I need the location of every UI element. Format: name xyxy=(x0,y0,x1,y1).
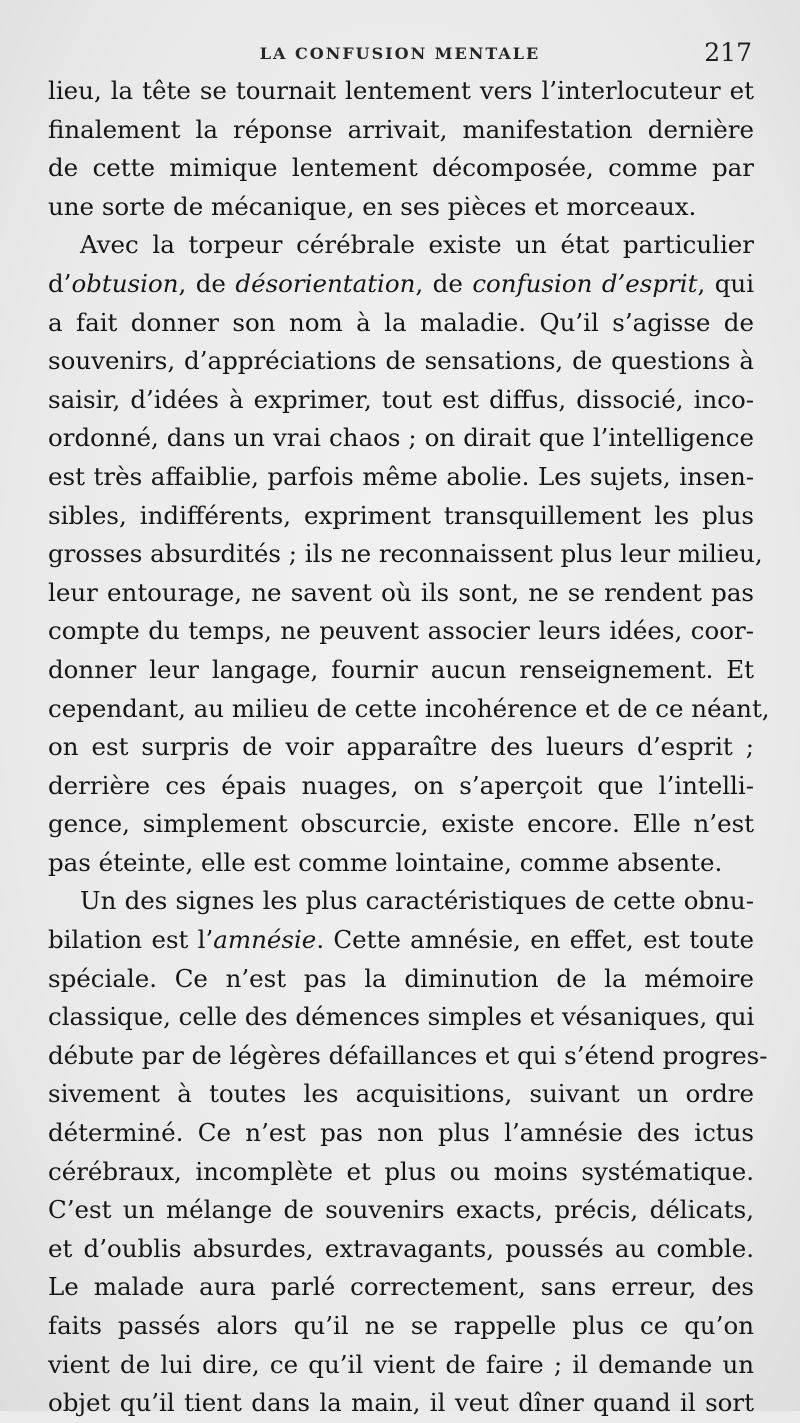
text-line: débute par de légères défaillances et qui s’étend progres- xyxy=(48,1040,768,1070)
text-line: Le malade aura parlé correctement, sans erreur, des xyxy=(48,1272,754,1302)
text-line: lieu, la tête se tournait lentement vers l’interlocuteur et xyxy=(48,76,754,105)
text-line: Un des signes les plus caractéristiques de cette obnu- xyxy=(80,886,754,916)
text-line: cérébraux, incomplète et plus ou moins systématique. xyxy=(48,1156,754,1186)
text-line: C’est un mélange de souvenirs exacts, précis, délicats, xyxy=(48,1195,754,1225)
text-segment: , de xyxy=(178,268,236,298)
text-line xyxy=(48,921,754,960)
text-line: leur entourage, ne savent où ils sont, ne se rendent pas xyxy=(48,577,754,607)
text-line: finalement la réponse arrivait, manifestation dernière xyxy=(48,114,754,144)
text-line: cependant, au milieu de cette incohérence et de ce néant, xyxy=(48,693,770,723)
text-line: sibles, indifférents, expriment transquillement les plus xyxy=(48,500,754,530)
text-line: et d’oublis absurdes, extravagants, poussés au comble. xyxy=(48,1233,754,1263)
text-line: déterminé. Ce n’est pas non plus l’amnésie des ictus xyxy=(48,1118,754,1148)
text-line: gence, simplement obscurcie, existe encore. Elle n’est xyxy=(48,809,754,839)
running-title: LA CONFUSION MENTALE xyxy=(259,44,541,63)
text-line: sivement à toutes les acquisitions, suivant un ordre xyxy=(48,1079,754,1109)
text-line xyxy=(48,265,754,304)
text-segment: , qui xyxy=(697,268,755,298)
text-line: on est surpris de voir apparaître des lueurs d’esprit ; xyxy=(48,732,754,762)
text-line: vient de lui dire, ce qu’il vient de faire ; il demande un xyxy=(48,1349,754,1379)
page-number: 217 xyxy=(704,38,752,67)
text-line: ordonné, dans un vrai chaos ; on dirait que l’intelligence xyxy=(48,423,754,453)
text-line: objet qu’il tient dans la main, il veut dîner quand il sort xyxy=(48,1388,754,1418)
text-line: donner leur langage, fournir aucun renseignement. Et xyxy=(48,654,754,684)
text-line: saisir, d’idées à exprimer, tout est diffus, dissocié, inco- xyxy=(48,384,754,414)
text-line: faits passés alors qu’il ne se rappelle plus ce qu’on xyxy=(48,1311,754,1340)
text-line: spéciale. Ce n’est pas la diminution de la mémoire xyxy=(48,963,754,993)
text-line: Avec la torpeur cérébrale existe un état particulier xyxy=(80,230,754,260)
text-line: souvenirs, d’appréciations de sensations, de questions à xyxy=(48,346,754,376)
body-text xyxy=(48,72,770,1423)
text-segment: bilation est l’ xyxy=(48,925,214,955)
italic-segment: obtusion xyxy=(71,268,179,298)
text-line: classique, celle des démences simples et vésaniques, qui xyxy=(48,1002,755,1032)
text-line: compte du temps, ne peuvent associer leurs idées, coor- xyxy=(48,616,754,646)
text-segment: d’ xyxy=(48,268,72,298)
text-line: est très affaiblie, parfois même abolie. Les sujets, insen- xyxy=(48,461,754,491)
italic-segment: amnésie xyxy=(213,925,317,955)
text-segment: , de xyxy=(415,268,473,298)
running-header xyxy=(48,38,752,68)
italic-segment: désorientation xyxy=(235,268,416,298)
text-line: grosses absurdités ; ils ne reconnaissent plus leur milieu, xyxy=(48,539,763,569)
text-line: a fait donner son nom à la maladie. Qu’il s’agisse de xyxy=(48,307,754,337)
text-line: derrière ces épais nuages, on s’aperçoit que l’intelli- xyxy=(48,770,754,800)
text-segment: . Cette amnésie, en effet, est toute xyxy=(316,925,754,955)
text-line: une sorte de mécanique, en ses pièces et morceaux. xyxy=(48,191,697,221)
italic-segment: confusion d’esprit xyxy=(472,268,698,298)
text-line: pas éteinte, elle est comme lointaine, comme absente. xyxy=(48,847,723,877)
text-line: de cette mimique lentement décomposée, comme par xyxy=(48,153,754,183)
